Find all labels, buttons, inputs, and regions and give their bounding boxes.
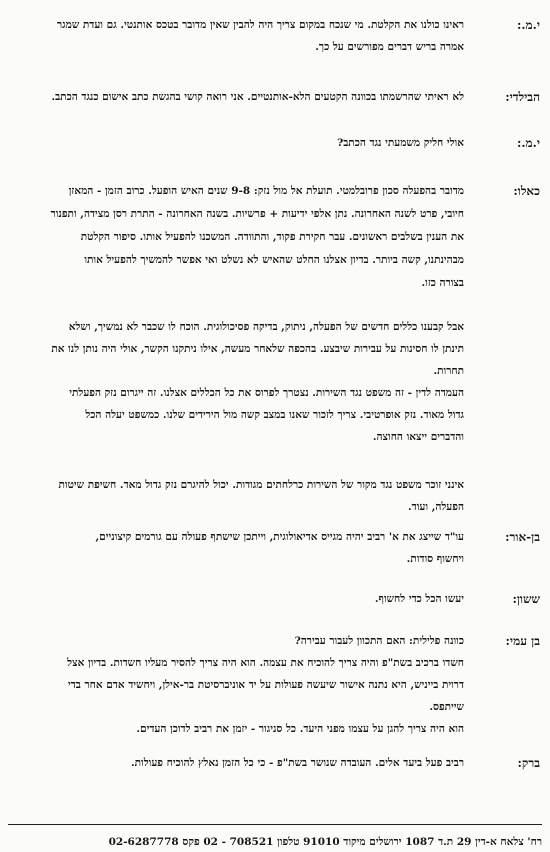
speaker-text [12, 526, 464, 570]
speaker-name: בן-אור: [505, 530, 540, 544]
text-line: אינני זוכר משפט נגד מקור של השירות כרלחתים מגודות. יכול להיגרם נזק גדול מאד. חשיפת שיטות [58, 479, 464, 491]
text-line: חיובי, פרט לשנה האחרונה. נתן אלפי ידיעות + פרשיות. בשנה האחרונה - התרת רסן מצידה, ותפנור [50, 208, 464, 220]
speaker-name: ששון: [512, 592, 540, 606]
text-line: כוונה פלילית: האם התכוון לעבור עבירה? [294, 635, 464, 647]
footer-divider [8, 824, 542, 825]
text-line: ראינו כולנו את הקלטת. מי שנכח במקום צריך היה להבין שאין מדובר בטכס אותנטי. גם ועדת שמגר [56, 19, 464, 31]
text-line: עו"ד שייצג את א' רביב יהיה מגייס אדיאולוגית, וייתכן שישתף פעולה עם גורמים קיצוניים, [95, 531, 464, 543]
speaker-name: י.מ.: [516, 136, 540, 150]
text-line: אבל קבענו כללים חדשים של הפעלה, ניתוק, בדיקה פסיכולוגית. הוכח לו שכבר לא נמשיך, ושלא [68, 321, 464, 333]
speaker-text [12, 180, 464, 295]
text-line: מדובר בהפעלה סכון פרובלמטי. תועלת אל מול נזק: 9-8 שנים האיש הופעל. כרוב הזמן - המאזן [68, 185, 464, 197]
speaker-text [12, 630, 464, 740]
speaker-name: הבילדי: [505, 90, 540, 104]
text-line: ויחשוף סודות. [406, 553, 464, 565]
text-line: תינתן לו חסינות על עבירות שיבצע. בהכפה שלאחר מעשה, אילו ניתקנו הקשר, אולי היה נותן לנו את [51, 343, 464, 355]
text-line: מבהינתנו, קשה ביותר. בדיון אצלנו החלט שהאיש לא נשלט ואי אפשר להמשיך להפעיל אותו [84, 254, 464, 266]
text-line: הפעלה, ועוד. [408, 501, 464, 513]
text-line: תחרות. [433, 365, 464, 377]
text-line: בצורה כזו. [421, 277, 464, 289]
text-line: גדול מאוד. נזק אופרטיבי. צריך לזכור שאנו במצב קשה מול הירידים שלנו. כמשפט יעלה הכל [85, 409, 464, 421]
speaker-name: י.מ.: [516, 18, 540, 32]
speaker-text [12, 752, 464, 774]
speaker-text [12, 588, 464, 610]
text-line: את הענין בשלבים ראשונים. עבר חקירת פקוד, והתוודה. המשכנו להפעיל אותו. סיפור הקלטת [80, 231, 464, 243]
speaker-text [12, 316, 464, 448]
text-line: אולי חליק משמעתי נגד הכתב? [337, 137, 464, 149]
speaker-text [12, 132, 464, 154]
speaker-text [12, 14, 464, 58]
text-line: העמדה לדין - זה משפט נגד השירות. נצטרך לפרוס את כל הכללים אצלנו. זה ייגרום נזק הפעלתי [69, 387, 464, 399]
speaker-name: כאלו: [513, 184, 540, 198]
text-line: חשדו ברכיב בשת"פ והיה צריך להוכיח את עצמה. הוא היה צריך להסיר מעליו חשדות. בדיון אצל [67, 657, 464, 669]
text-line: הוא היה צריך להגן על עצמו מפני היעד. כל סניגור - יזמן את רביב לדוכן העדים. [136, 723, 464, 735]
text-line: לא ראיתי שהרשמתו בכוונה הקטעים הלא-אותנטיים. אני רואה קושי בהגשת כתב אישום כנגד הכתב. [51, 91, 464, 103]
text-line: אמרה בריש דברים מפורשים על כך. [315, 41, 464, 53]
speaker-text [12, 474, 464, 518]
speaker-name: ברק: [517, 756, 540, 770]
text-line: דרוית בייניש, היא נתנה אישור שיעשה פעולות על יד אוניברסיטת בר-אילן, ויחשיד אדם אחר בדי [67, 679, 464, 691]
text-line: והדברים ייצאו החוצה. [372, 431, 464, 443]
text-line: רביב פעל ביעד אלים. העובדה שנושר בשת"פ - כי כל הזמן נאלץ להוכיח פעולות. [131, 757, 464, 769]
text-line: שייתפס. [429, 701, 464, 713]
speaker-text [12, 86, 464, 108]
speaker-name: בן עמי: [505, 634, 540, 648]
text-line: יעשו הכל כדי לחשוף. [374, 593, 464, 605]
letterhead-footer: רח' צלאח א-דין 29 ת.ד 1087 ירושלים מיקוד 91010 טלפון 708521 - 02 פקס 02-6287778 [108, 836, 542, 848]
